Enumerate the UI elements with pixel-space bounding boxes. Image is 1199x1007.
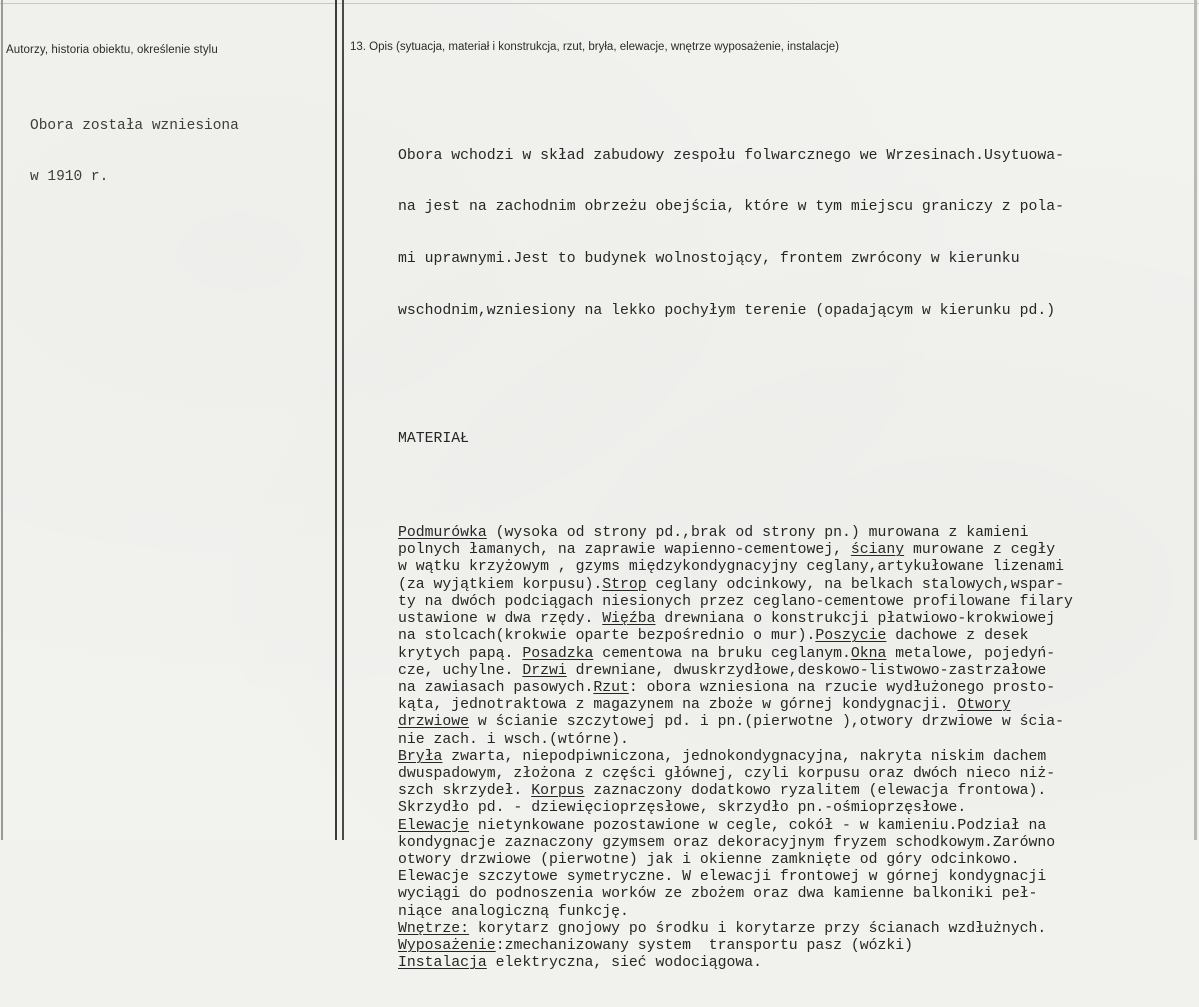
text-segment: (wysoka od strony pd.,brak od strony pn.) murowana z kamieni — [486, 525, 1029, 542]
material-line — [398, 800, 1073, 817]
text-segment: drewniane, dwuskrzydłowe,deskowo-listwowo-zastrzałowe — [566, 662, 1047, 679]
text-segment: na stolcach(krokwie oparte bezpośrednio o mur). — [398, 628, 816, 645]
text-segment: korytarz gnojowy po środku i korytarze przy ścianach wzdłużnych. — [469, 920, 1047, 937]
text-segment: cze, uchylne. — [398, 662, 523, 679]
material-line — [398, 869, 1073, 886]
left-text-line-2: w 1910 r. — [30, 169, 109, 185]
text-segment: otwory drzwiowe (pierwotne) jak i okienne zamknięte od góry odcinkowo. — [398, 851, 1020, 868]
top-border — [0, 3, 1199, 4]
intro-paragraph — [398, 113, 1073, 354]
material-line — [398, 663, 1073, 680]
underlined-keyword: Korpus — [531, 783, 585, 800]
underlined-keyword: Posadzka — [522, 645, 594, 662]
text-segment: krytych papą. — [398, 645, 523, 662]
text-segment: cementowa na bruku ceglanym. — [593, 645, 851, 662]
left-column-text — [30, 84, 239, 220]
material-line — [398, 611, 1073, 628]
material-line — [398, 646, 1073, 663]
text-segment: : obora wzniesiona na rzucie wydłużonego prosto- — [628, 679, 1056, 696]
text-segment: :zmechanizowany system transportu pasz (wózki) — [495, 937, 914, 954]
text-segment: na zawiasach pasowych. — [398, 679, 594, 696]
right-column-header: 13. Opis (sytuacja, materiał i konstrukcja, rzut, bryła, elewacje, wnętrze wyposażenie, instalacje) — [350, 41, 839, 53]
underlined-keyword: Okna — [850, 645, 887, 662]
material-line — [398, 628, 1073, 645]
intro-line: na jest na zachodnim obrzeżu obejścia, które w tym miejscu graniczy z pola- — [398, 199, 1064, 216]
underlined-keyword: Strop — [602, 576, 647, 593]
material-line — [398, 766, 1073, 783]
text-segment: dwuspadowym, złożona z części głównej, czyli korpusu oraz dwóch nieco niż- — [398, 765, 1056, 782]
text-segment: w ścianie szczytowej pd. i pn.(pierwotne ),otwory drzwiowe w ścia- — [469, 714, 1064, 731]
text-segment: kąta, jednotraktowa z magazynem na zboże w górnej kondygnacji. — [398, 697, 958, 714]
material-line — [398, 904, 1073, 921]
paragraph-gap — [398, 389, 1073, 397]
material-paragraph — [398, 525, 1073, 972]
material-line — [398, 577, 1073, 594]
material-line — [398, 559, 1073, 576]
underlined-keyword: Poszycie — [815, 628, 887, 645]
material-line — [398, 714, 1073, 731]
text-segment: nie zach. i wsch.(wtórne). — [398, 731, 629, 748]
material-line — [398, 697, 1073, 714]
underlined-keyword: Bryła — [398, 748, 443, 765]
underlined-keyword: Wyposażenie — [398, 937, 496, 954]
text-segment: nietynkowane pozostawione w cegle, cokół - w kamieniu.Podział na — [469, 817, 1047, 834]
material-line — [398, 783, 1073, 800]
text-segment: szch skrzydeł. — [398, 783, 532, 800]
text-segment: murowane z cegły — [904, 542, 1056, 559]
underlined-keyword: Instalacja — [398, 955, 487, 972]
underlined-keyword: Drzwi — [522, 662, 567, 679]
text-segment: dachowe z desek — [886, 628, 1029, 645]
text-segment: (za wyjątkiem korpusu). — [398, 576, 603, 593]
text-segment: drewniana o konstrukcji płatwiowo-krokwiowej — [655, 611, 1056, 628]
text-segment: Skrzydło pd. - dziewięcioprzęsłowe, skrzydło pn.-ośmioprzęsłowe. — [398, 800, 967, 817]
text-segment: ty na dwóch podciągach niesionych przez ceglano-cementowe profilowane filary — [398, 593, 1073, 610]
column-divider-inner — [342, 0, 344, 840]
text-segment: metalowe, pojedyń- — [886, 645, 1056, 662]
underlined-keyword: Więźba — [602, 611, 656, 628]
underlined-keyword: Otwory — [957, 697, 1011, 714]
description-body — [398, 79, 1073, 1007]
left-border — [1, 0, 3, 840]
text-segment: ceglany odcinkowy, na belkach stalowych,wspar- — [646, 576, 1064, 593]
column-divider — [335, 0, 337, 840]
text-segment: kondygnacje zaznaczony gzymsem oraz dekoracyjnym fryzem schodkowym.Zarówno — [398, 834, 1056, 851]
material-line — [398, 594, 1073, 611]
text-segment: w wątku krzyżowym , gzyms międzykondygnacyjny ceglany,artykułowane lizenami — [398, 559, 1064, 576]
material-line — [398, 542, 1073, 559]
text-segment: zwarta, niepodpiwniczona, jednokondygnacyjna, nakryta niskim dachem — [442, 748, 1047, 765]
material-line — [398, 525, 1073, 542]
text-segment: ustawione w dwa rzędy. — [398, 611, 603, 628]
underlined-keyword: Elewacje — [398, 817, 470, 834]
material-line — [398, 732, 1073, 749]
left-text-line-1: Obora została wzniesiona — [30, 118, 239, 134]
text-segment: polnych łamanych, na zaprawie wapienno-cementowej, — [398, 542, 851, 559]
left-column-header: Autorzy, historia obiektu, określenie stylu — [6, 44, 218, 56]
intro-line: wschodnim,wzniesiony na lekko pochyłym terenie (opadającym w kierunku pd.) — [398, 302, 1056, 319]
underlined-keyword: Rzut — [593, 679, 629, 696]
text-segment: elektryczna, sieć wodociągowa. — [486, 955, 763, 972]
right-border — [1194, 0, 1197, 840]
material-line — [398, 852, 1073, 869]
material-line — [398, 749, 1073, 766]
intro-line: Obora wchodzi w skład zabudowy zespołu folwarcznego we Wrzesinach.Usytuowa- — [398, 147, 1064, 164]
material-line — [398, 680, 1073, 697]
material-line — [398, 921, 1073, 938]
underlined-keyword: Podmurówka — [398, 525, 487, 542]
intro-line: mi uprawnymi.Jest to budynek wolnostojący, frontem zwrócony w kierunku — [398, 251, 1020, 268]
underlined-keyword: ściany — [850, 542, 905, 559]
underlined-keyword: drzwiowe — [398, 714, 470, 731]
text-segment: Elewacje szczytowe symetryczne. W elewacji frontowej w górnej kondygnacji — [398, 869, 1047, 886]
text-segment: wyciągi do podnoszenia worków ze zbożem oraz dwa kamienne balkoniki peł- — [398, 886, 1038, 903]
underlined-keyword: Wnętrze: — [398, 920, 470, 937]
text-segment: niące analogiczną funkcję. — [398, 903, 629, 920]
material-line — [398, 818, 1073, 835]
material-line — [398, 886, 1073, 903]
paragraph-gap — [398, 483, 1073, 491]
section-title-material: MATERIAŁ — [398, 431, 470, 448]
material-line — [398, 835, 1073, 852]
material-line — [398, 955, 1073, 972]
text-segment: zaznaczony dodatkowo ryzalitem (elewacja frontowa). — [584, 783, 1047, 800]
material-line — [398, 938, 1073, 955]
